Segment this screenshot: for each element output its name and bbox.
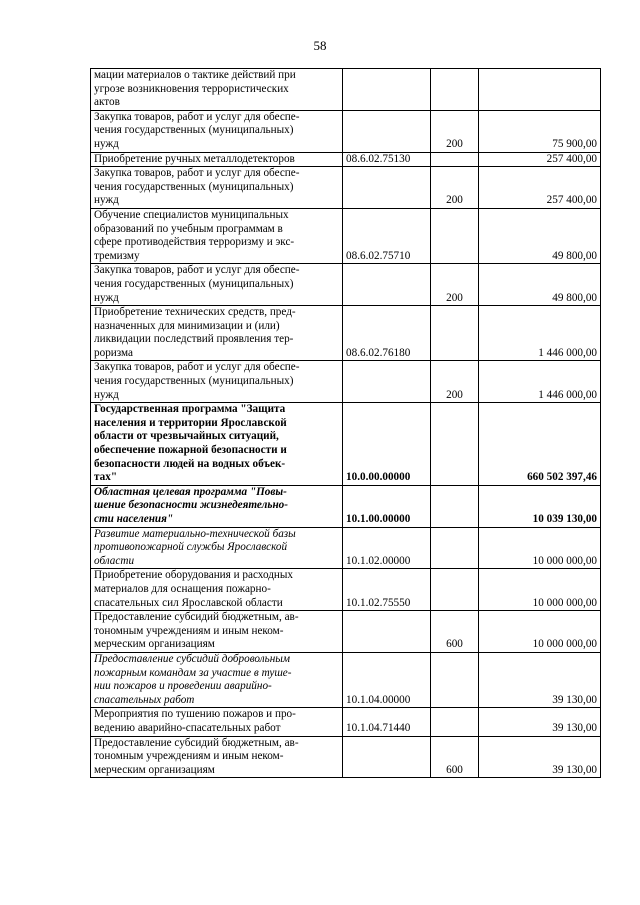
row-amount-cell: 10 039 130,00	[479, 485, 601, 527]
row-amount-cell: 39 130,00	[479, 652, 601, 707]
row-expense-type-cell: 200	[431, 167, 479, 209]
row-code-cell: 08.6.02.76180	[343, 306, 431, 361]
table-row	[91, 485, 601, 527]
row-amount-cell: 257 400,00	[479, 152, 601, 167]
row-code-cell	[343, 167, 431, 209]
row-code-cell: 08.6.02.75710	[343, 208, 431, 263]
row-expense-type-cell	[431, 569, 479, 611]
row-expense-type-cell	[431, 403, 479, 486]
row-name-cell: Обучение специалистов муниципальных образований по учебным программам в сфере противодействия терроризму и экс- тремизму	[91, 208, 343, 263]
row-name-cell: Закупка товаров, работ и услуг для обеспе- чения государственных (муниципальных) нужд	[91, 110, 343, 152]
row-expense-type-cell: 200	[431, 361, 479, 403]
table-row	[91, 69, 601, 111]
row-code-cell: 10.1.00.00000	[343, 485, 431, 527]
row-amount-cell: 660 502 397,46	[479, 403, 601, 486]
table-row	[91, 167, 601, 209]
row-expense-type-cell: 600	[431, 611, 479, 653]
table-row	[91, 152, 601, 167]
row-expense-type-cell: 200	[431, 264, 479, 306]
row-code-cell: 10.1.02.00000	[343, 527, 431, 569]
row-expense-type-cell	[431, 152, 479, 167]
table-row	[91, 208, 601, 263]
row-expense-type-cell	[431, 306, 479, 361]
row-amount-cell: 39 130,00	[479, 736, 601, 778]
row-amount-cell: 49 800,00	[479, 264, 601, 306]
table-row	[91, 264, 601, 306]
row-expense-type-cell	[431, 69, 479, 111]
row-code-cell	[343, 110, 431, 152]
row-code-cell: 10.1.04.00000	[343, 652, 431, 707]
row-name-cell: Закупка товаров, работ и услуг для обеспе- чения государственных (муниципальных) нужд	[91, 361, 343, 403]
row-code-cell: 08.6.02.75130	[343, 152, 431, 167]
row-name-cell: мации материалов о тактике действий при угрозе возникновения террористических актов	[91, 69, 343, 111]
row-name-cell: Государственная программа "Защита населения и территории Ярославской области от чрезвычайных ситуаций, обеспечение пожарной безопасности и безопасности людей на водных объек- тах"	[91, 403, 343, 486]
table-row	[91, 569, 601, 611]
row-code-cell	[343, 264, 431, 306]
table-row	[91, 708, 601, 736]
row-name-cell: Приобретение ручных металлодетекторов	[91, 152, 343, 167]
table-row	[91, 527, 601, 569]
row-amount-cell: 10 000 000,00	[479, 527, 601, 569]
table-row	[91, 306, 601, 361]
row-name-cell: Предоставление субсидий бюджетным, ав- тономным учреждениям и иным неком- мерческим организациям	[91, 736, 343, 778]
table-row	[91, 736, 601, 778]
row-expense-type-cell	[431, 652, 479, 707]
row-name-cell: Приобретение технических средств, пред- назначенных для минимизации и (или) ликвидации последствий проявления тер- роризма	[91, 306, 343, 361]
row-amount-cell: 75 900,00	[479, 110, 601, 152]
row-code-cell	[343, 736, 431, 778]
row-code-cell: 10.1.04.71440	[343, 708, 431, 736]
row-name-cell: Предоставление субсидий бюджетным, ав- тономным учреждениям и иным неком- мерческим организациям	[91, 611, 343, 653]
row-name-cell: Развитие материально-технической базы противопожарной службы Ярославской области	[91, 527, 343, 569]
row-code-cell: 10.0.00.00000	[343, 403, 431, 486]
table-row	[91, 403, 601, 486]
row-expense-type-cell	[431, 485, 479, 527]
table-row	[91, 361, 601, 403]
row-name-cell: Мероприятия по тушению пожаров и про- ведению аварийно-спасательных работ	[91, 708, 343, 736]
row-code-cell	[343, 69, 431, 111]
row-amount-cell	[479, 69, 601, 111]
row-name-cell: Предоставление субсидий добровольным пожарным командам за участие в туше- нии пожаров и проведении аварийно- спасательных работ	[91, 652, 343, 707]
row-code-cell	[343, 361, 431, 403]
row-amount-cell: 10 000 000,00	[479, 611, 601, 653]
table-row	[91, 652, 601, 707]
row-amount-cell: 10 000 000,00	[479, 569, 601, 611]
row-amount-cell: 39 130,00	[479, 708, 601, 736]
row-expense-type-cell	[431, 208, 479, 263]
budget-table-body	[91, 69, 601, 778]
row-name-cell: Закупка товаров, работ и услуг для обеспе- чения государственных (муниципальных) нужд	[91, 264, 343, 306]
row-code-cell	[343, 611, 431, 653]
row-amount-cell: 257 400,00	[479, 167, 601, 209]
row-amount-cell: 1 446 000,00	[479, 361, 601, 403]
page-number: 58	[313, 38, 327, 53]
row-expense-type-cell	[431, 708, 479, 736]
row-name-cell: Закупка товаров, работ и услуг для обеспе- чения государственных (муниципальных) нужд	[91, 167, 343, 209]
table-row	[91, 611, 601, 653]
row-code-cell: 10.1.02.75550	[343, 569, 431, 611]
row-expense-type-cell: 200	[431, 110, 479, 152]
row-expense-type-cell: 600	[431, 736, 479, 778]
row-expense-type-cell	[431, 527, 479, 569]
row-name-cell: Приобретение оборудования и расходных материалов для оснащения пожарно- спасательных сил Ярославской области	[91, 569, 343, 611]
row-name-cell: Областная целевая программа "Повы- шение безопасности жизнедеятельно- сти населения"	[91, 485, 343, 527]
table-row	[91, 110, 601, 152]
budget-table	[90, 68, 601, 778]
row-amount-cell: 1 446 000,00	[479, 306, 601, 361]
row-amount-cell: 49 800,00	[479, 208, 601, 263]
